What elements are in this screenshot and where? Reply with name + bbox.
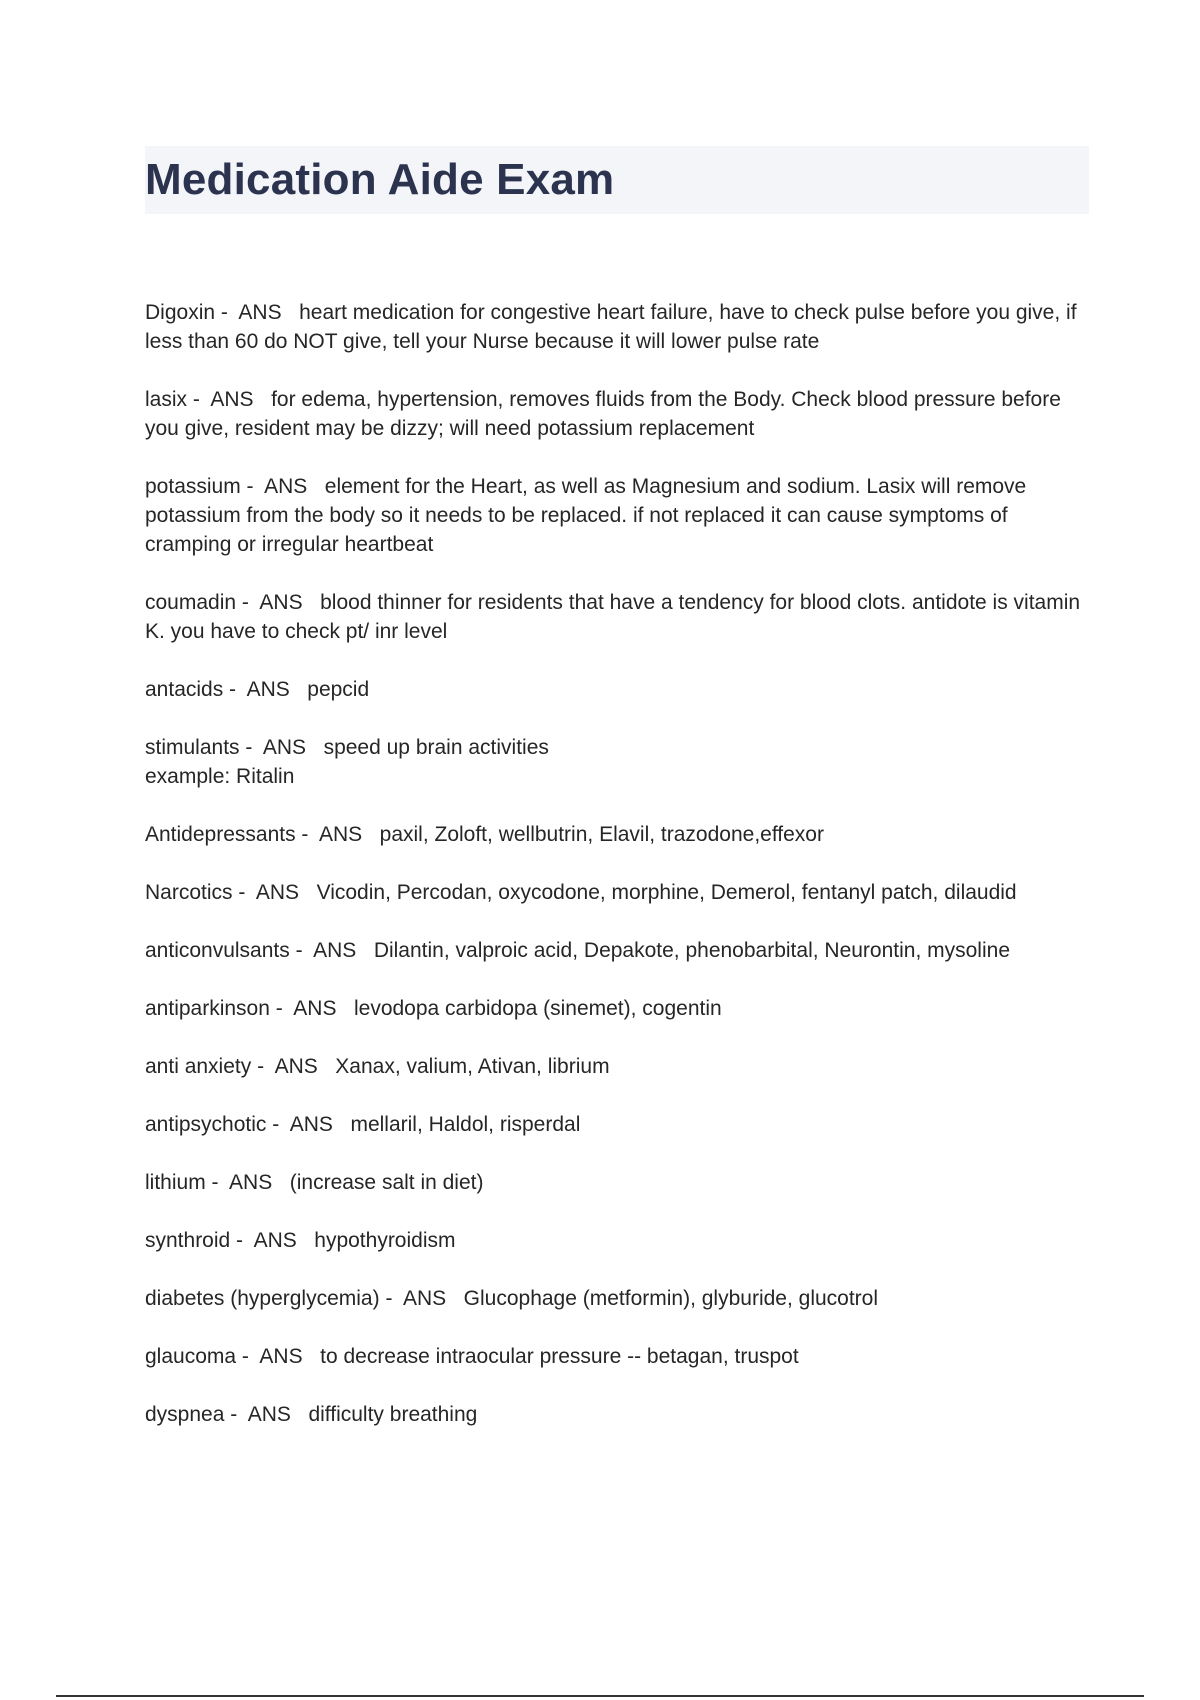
entry-term: Digoxin	[145, 301, 216, 324]
entry-term: anticonvulsants	[145, 939, 290, 962]
entry-separator: -	[239, 736, 263, 759]
entry-separator: -	[236, 1345, 260, 1368]
qa-entry	[145, 936, 1085, 965]
qa-entry	[145, 878, 1085, 907]
entry-separator: -	[232, 881, 256, 904]
entry-separator: -	[224, 1403, 248, 1426]
qa-entry	[145, 994, 1085, 1023]
entry-term: lasix	[145, 388, 188, 411]
qa-entry	[145, 1110, 1085, 1139]
ans-marker: ANS	[274, 1055, 318, 1078]
qa-entry	[145, 733, 1085, 791]
entry-gap	[291, 1403, 309, 1426]
entry-answer: element for the Heart, as well as Magnesium and sodium. Lasix will remove potassium from the body so it needs to be replaced. if not replaced it can cause symptoms of cramping or irregular heartbeat	[145, 475, 1033, 556]
entry-term: stimulants	[145, 736, 240, 759]
entry-gap	[290, 678, 308, 701]
ans-marker: ANS	[247, 1403, 291, 1426]
ans-marker: ANS	[253, 1229, 297, 1252]
entry-separator: -	[205, 1171, 230, 1194]
ans-marker: ANS	[259, 1345, 303, 1368]
qa-entry	[145, 1400, 1085, 1429]
qa-entry	[145, 385, 1085, 443]
entry-term: anti anxiety	[145, 1055, 252, 1078]
entry-gap	[446, 1287, 464, 1310]
qa-entry	[145, 588, 1085, 646]
entry-term: Antidepressants	[145, 823, 296, 846]
entry-gap	[297, 1229, 315, 1252]
entry-term: antiparkinson	[145, 997, 270, 1020]
entry-term: diabetes (hyperglycemia)	[145, 1287, 380, 1310]
entry-answer: Vicodin, Percodan, oxycodone, morphine, Demerol, fentanyl patch, dilaudid	[316, 881, 1017, 904]
qa-entry	[145, 1226, 1085, 1255]
entry-separator: -	[251, 1055, 275, 1078]
entry-gap	[356, 939, 374, 962]
entry-gap	[318, 1055, 336, 1078]
entry-separator: -	[187, 388, 211, 411]
entry-answer: to decrease intraocular pressure -- betagan, truspot	[320, 1345, 799, 1368]
entry-answer: paxil, Zoloft, wellbutrin, Elavil, trazodone,effexor	[379, 823, 824, 846]
page-title: Medication Aide Exam	[145, 155, 615, 204]
entry-gap	[272, 1171, 290, 1194]
entry-gap	[362, 823, 380, 846]
qa-list	[145, 298, 1085, 1458]
entry-answer: pepcid	[307, 678, 370, 701]
entry-term: lithium	[145, 1171, 206, 1194]
entry-gap	[303, 591, 321, 614]
entry-answer: mellaril, Haldol, risperdal	[350, 1113, 581, 1136]
qa-entry	[145, 298, 1085, 356]
footer-divider	[56, 1695, 1144, 1697]
qa-entry	[145, 1284, 1085, 1313]
ans-marker: ANS	[313, 939, 357, 962]
entry-separator: -	[236, 591, 260, 614]
entry-answer: Dilantin, valproic acid, Depakote, phenobarbital, Neurontin, mysoline	[373, 939, 1010, 962]
entry-gap	[306, 736, 324, 759]
entry-answer: blood thinner for residents that have a tendency for blood clots. antidote is vitamin K. you have to check pt/ inr level	[145, 591, 1086, 643]
ans-marker: ANS	[318, 823, 363, 846]
entry-gap	[254, 388, 272, 411]
entry-term: dyspnea	[145, 1403, 225, 1426]
qa-entry	[145, 1168, 1085, 1197]
entry-separator: -	[289, 939, 314, 962]
qa-entry	[145, 472, 1085, 559]
entry-answer: levodopa carbidopa (sinemet), cogentin	[353, 997, 722, 1020]
ans-marker: ANS	[255, 881, 300, 904]
ans-marker: ANS	[264, 475, 308, 498]
entry-gap	[336, 997, 354, 1020]
qa-entry	[145, 675, 1085, 704]
entry-gap	[299, 881, 317, 904]
entry-separator: -	[240, 475, 265, 498]
entry-term: synthroid	[145, 1229, 231, 1252]
ans-marker: ANS	[238, 301, 282, 324]
entry-term: glaucoma	[145, 1345, 237, 1368]
qa-entry	[145, 1342, 1085, 1371]
entry-term: antacids	[145, 678, 224, 701]
entry-answer: for edema, hypertension, removes fluids from the Body. Check blood pressure before you give, resident may be dizzy; will need potassium replacement	[145, 388, 1067, 440]
entry-answer: heart medication for congestive heart failure, have to check pulse before you give, if less than 60 do NOT give, tell your Nurse because it will lower pulse rate	[145, 301, 1083, 353]
ans-marker: ANS	[246, 678, 290, 701]
entry-term: antipsychotic	[145, 1113, 267, 1136]
qa-entry	[145, 820, 1085, 849]
entry-gap	[307, 475, 325, 498]
ans-marker: ANS	[259, 591, 303, 614]
ans-marker: ANS	[402, 1287, 447, 1310]
entry-answer: speed up brain activities example: Ritalin	[145, 736, 549, 788]
entry-separator: -	[223, 678, 247, 701]
entry-separator: -	[269, 997, 294, 1020]
ans-marker: ANS	[293, 997, 337, 1020]
ans-marker: ANS	[229, 1171, 273, 1194]
entry-gap	[303, 1345, 321, 1368]
entry-answer: hypothyroidism	[314, 1229, 456, 1252]
entry-answer: Xanax, valium, Ativan, librium	[335, 1055, 610, 1078]
entry-answer: (increase salt in diet)	[289, 1171, 484, 1194]
qa-entry	[145, 1052, 1085, 1081]
entry-gap	[282, 301, 300, 324]
entry-answer: difficulty breathing	[308, 1403, 478, 1426]
entry-term: potassium	[145, 475, 241, 498]
entry-separator: -	[379, 1287, 403, 1310]
ans-marker: ANS	[289, 1113, 333, 1136]
entry-separator: -	[266, 1113, 290, 1136]
entry-term: coumadin	[145, 591, 237, 614]
entry-separator: -	[230, 1229, 254, 1252]
entry-term: Narcotics	[145, 881, 233, 904]
entry-answer: Glucophage (metformin), glyburide, glucotrol	[463, 1287, 879, 1310]
entry-separator: -	[295, 823, 319, 846]
entry-gap	[333, 1113, 351, 1136]
entry-separator: -	[215, 301, 239, 324]
ans-marker: ANS	[262, 736, 307, 759]
ans-marker: ANS	[210, 388, 254, 411]
